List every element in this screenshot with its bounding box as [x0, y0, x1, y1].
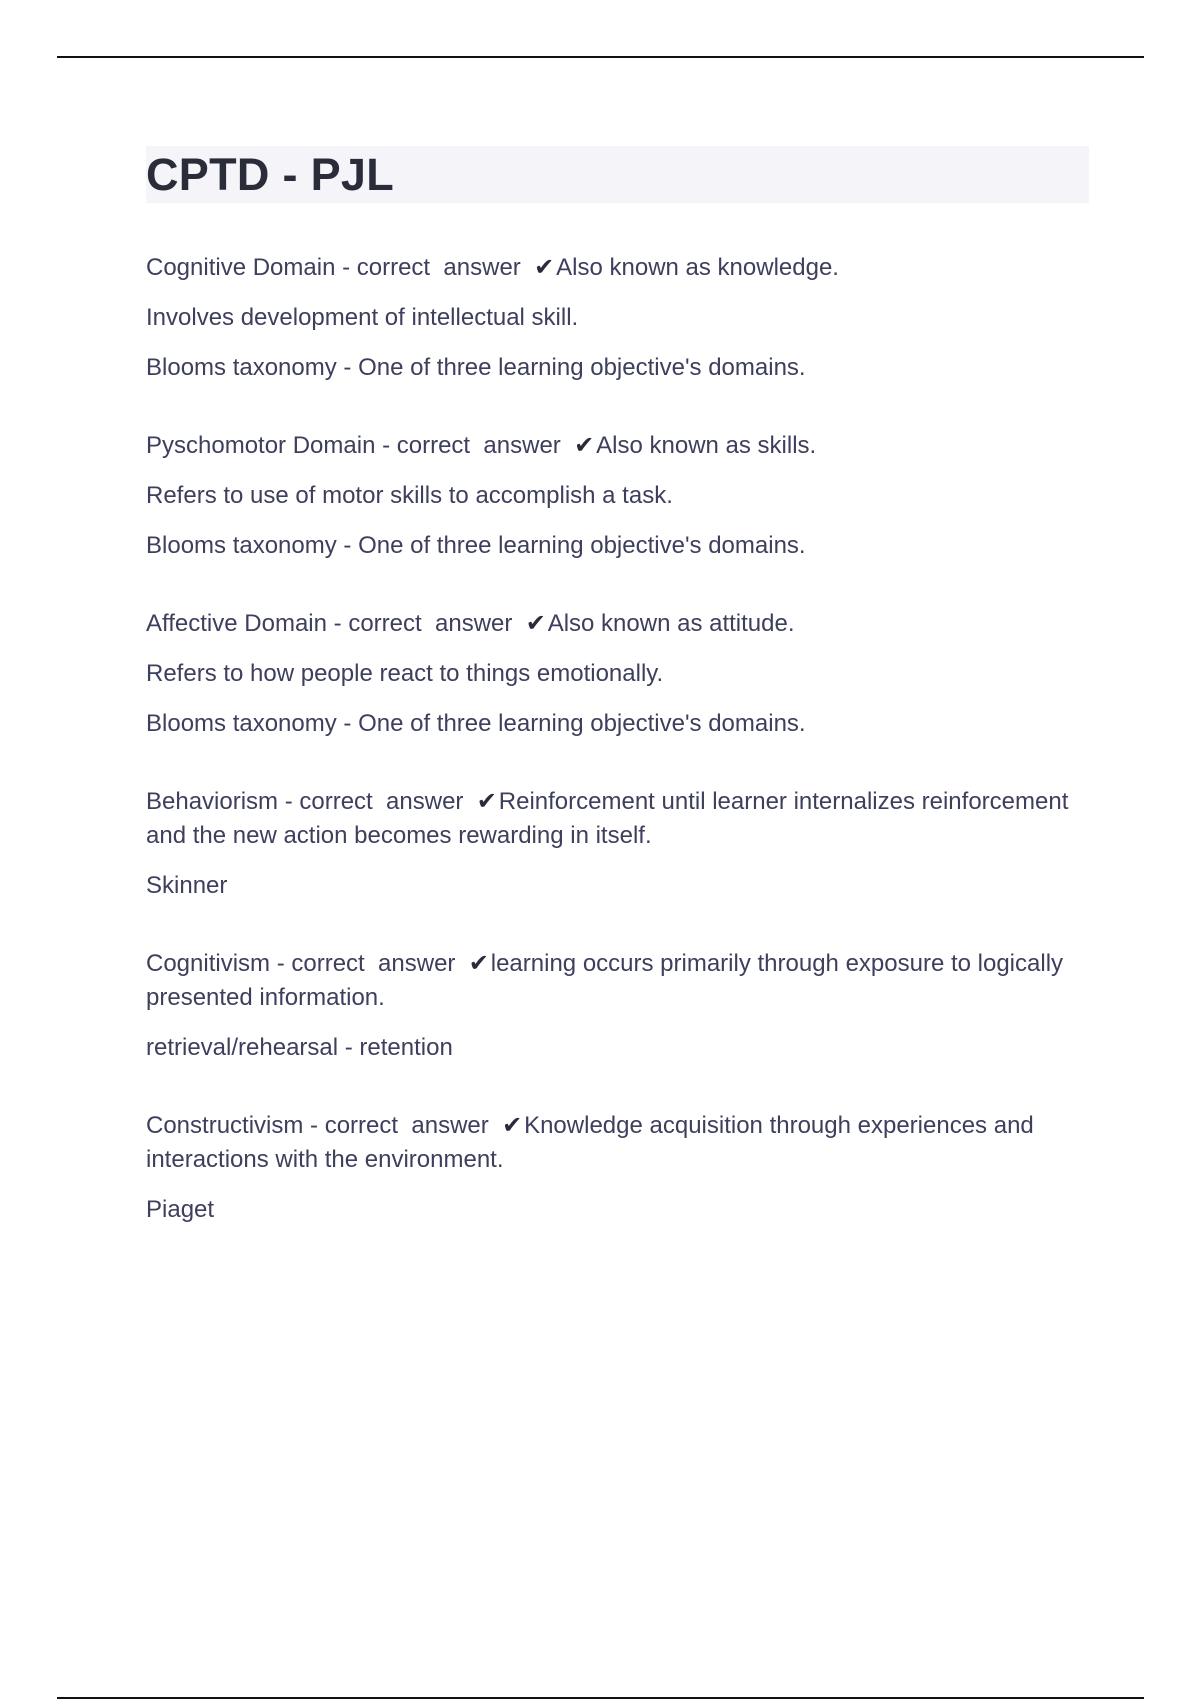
entry-question-line: [146, 1109, 1089, 1177]
entry-detail: Blooms taxonomy - One of three learning objective's domains.: [146, 532, 806, 559]
answer-separator: - correct answer: [278, 788, 477, 815]
entry-term: Constructivism: [146, 1112, 304, 1139]
entry-cognitivism: [146, 947, 1089, 1065]
entry-question-line: [146, 947, 1089, 1015]
entry-detail: Skinner: [146, 872, 228, 899]
bottom-rule: [57, 1697, 1144, 1699]
entry-detail: Piaget: [146, 1196, 215, 1223]
checkmark-icon: ✔: [502, 1112, 523, 1139]
entry-question-line: [146, 785, 1089, 853]
answer-separator: - correct answer: [375, 432, 575, 459]
entry-answer: Knowledge acquisition through experiences and interactions with the environment.: [146, 1112, 1034, 1173]
entry-affective-domain: [146, 607, 1089, 741]
answer-separator: - correct answer: [326, 610, 526, 637]
checkmark-icon: ✔: [468, 950, 489, 977]
entry-term: Pyschomotor Domain: [146, 432, 376, 459]
entry-detail: retrieval/rehearsal - retention: [146, 1034, 453, 1061]
page-content: [146, 146, 1089, 1271]
entry-term: Cognitive Domain: [146, 254, 336, 281]
entry-detail: Refers to how people react to things emotionally.: [146, 660, 664, 687]
entry-detail: Refers to use of motor skills to accomplish a task.: [146, 482, 673, 509]
entry-answer: Also known as attitude.: [547, 610, 795, 637]
entry-term: Behaviorism: [146, 788, 279, 815]
answer-separator: - correct answer: [335, 254, 535, 281]
entry-answer: learning occurs primarily through exposure to logically presented information.: [146, 950, 1064, 1011]
entry-behaviorism: [146, 785, 1089, 903]
checkmark-icon: ✔: [476, 788, 497, 815]
top-rule: [57, 56, 1144, 58]
entry-constructivism: [146, 1109, 1089, 1227]
entry-term: Affective Domain: [146, 610, 327, 637]
entry-detail: Involves development of intellectual skill.: [146, 304, 579, 331]
answer-separator: - correct answer: [303, 1112, 503, 1139]
entry-answer: Also known as skills.: [596, 432, 817, 459]
entry-question-line: [146, 607, 1089, 641]
entry-detail: Blooms taxonomy - One of three learning objective's domains.: [146, 354, 806, 381]
entry-detail: Blooms taxonomy - One of three learning objective's domains.: [146, 710, 806, 737]
title-band: [146, 146, 1089, 203]
checkmark-icon: ✔: [525, 610, 546, 637]
entry-cognitive-domain: [146, 251, 1089, 385]
entry-question-line: [146, 429, 1089, 463]
entry-term: Cognitivism: [146, 950, 271, 977]
entry-answer: Reinforcement until learner internalizes reinforcement and the new action becomes rewarding in itself.: [146, 788, 1069, 849]
checkmark-icon: ✔: [534, 254, 555, 281]
entry-list: [146, 251, 1089, 1227]
checkmark-icon: ✔: [574, 432, 595, 459]
answer-separator: - correct answer: [270, 950, 469, 977]
page-title: CPTD - PJL: [146, 149, 395, 200]
entry-pyschomotor-domain: [146, 429, 1089, 563]
entry-question-line: [146, 251, 1089, 285]
entry-answer: Also known as knowledge.: [556, 254, 839, 281]
